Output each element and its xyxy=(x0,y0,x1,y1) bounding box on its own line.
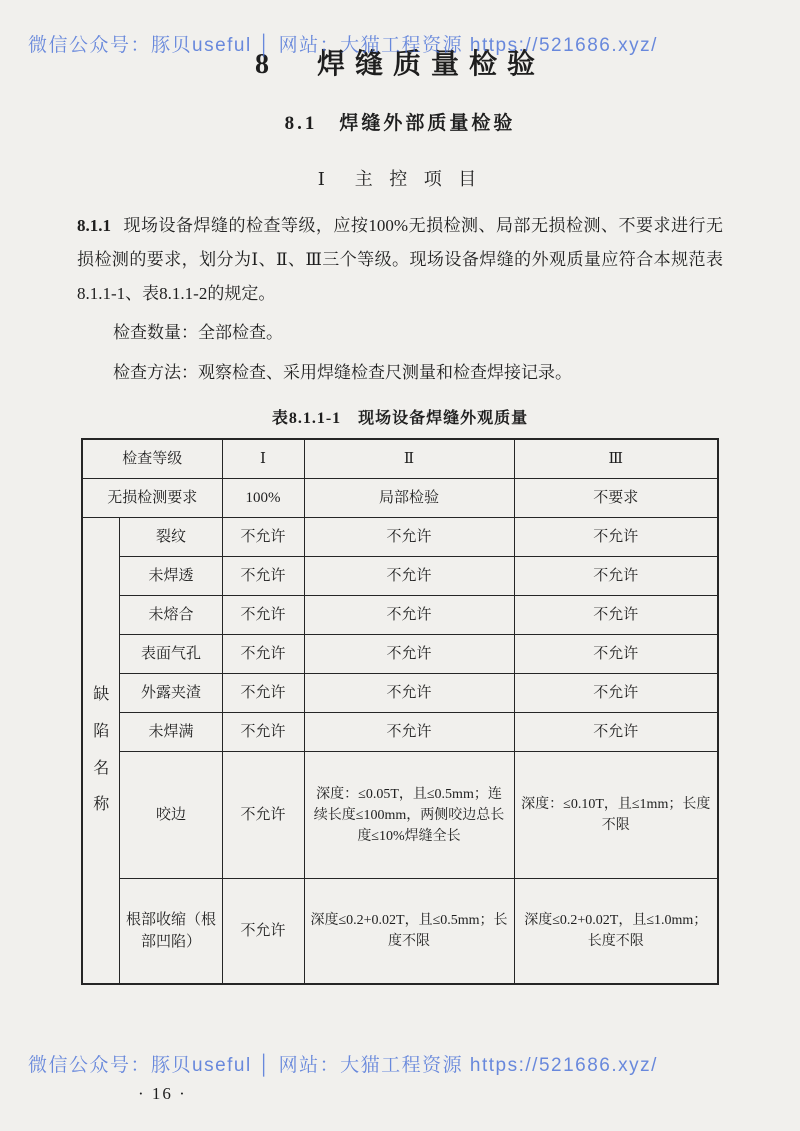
defect-grade-1: 不允许 xyxy=(222,713,304,752)
defect-grade-2: 不允许 xyxy=(304,596,514,635)
table-row-root-concavity xyxy=(82,879,718,985)
defect-grade-1: 不允许 xyxy=(222,557,304,596)
defect-grade-1: 不允许 xyxy=(222,879,304,985)
defect-grade-3: 不允许 xyxy=(514,596,718,635)
table-row-underfill xyxy=(82,713,718,752)
defect-grade-2: 不允许 xyxy=(304,518,514,557)
defect-name: 裂纹 xyxy=(120,518,222,557)
ndt-grade-3: 不要求 xyxy=(514,479,718,518)
defect-grade-1: 不允许 xyxy=(222,752,304,879)
defect-grade-3: 不允许 xyxy=(514,635,718,674)
clause-number: 8.1.1 xyxy=(77,216,111,235)
defect-name: 根部收缩（根部凹陷） xyxy=(120,879,222,985)
header-grade-3: Ⅲ xyxy=(514,439,718,479)
table-caption: 表8.1.1-1 现场设备焊缝外观质量 xyxy=(271,410,529,427)
inspection-quantity-line: 检查数量：全部检查。 xyxy=(113,323,283,342)
header-grade-2: Ⅱ xyxy=(304,439,514,479)
defect-grade-3: 不允许 xyxy=(514,518,718,557)
table-row-crack xyxy=(82,518,718,557)
table-row-surface-porosity xyxy=(82,635,718,674)
header-check-grade: 检查等级 xyxy=(82,439,222,479)
table-row-undercut xyxy=(82,752,718,879)
subsection-title: Ⅰ 主 控 项 目 xyxy=(317,169,483,189)
watermark-top: 微信公众号：豚贝useful │ 网站：大猫工程资源 https://521686.xyz/ xyxy=(28,35,658,56)
defect-grade-3: 不允许 xyxy=(514,713,718,752)
defect-name: 外露夹渣 xyxy=(120,674,222,713)
weld-appearance-quality-table xyxy=(81,438,719,985)
defect-grade-2: 不允许 xyxy=(304,713,514,752)
watermark-bottom: 微信公众号：豚贝useful │ 网站：大猫工程资源 https://521686.xyz/ xyxy=(28,1055,658,1076)
defect-grade-1: 不允许 xyxy=(222,674,304,713)
table-row-exposed-slag xyxy=(82,674,718,713)
defect-name: 表面气孔 xyxy=(120,635,222,674)
defect-name: 未焊透 xyxy=(120,557,222,596)
table-header-row xyxy=(82,439,718,479)
defect-grade-2: 不允许 xyxy=(304,674,514,713)
defect-grade-3: 不允许 xyxy=(514,674,718,713)
defect-group-label xyxy=(82,518,120,985)
defect-grade-2: 深度≤0.2+0.02T，且≤0.5mm；长度不限 xyxy=(304,879,514,985)
defect-grade-1: 不允许 xyxy=(222,518,304,557)
ndt-requirement-row xyxy=(82,479,718,518)
inspection-method-line: 检查方法：观察检查、采用焊缝检查尺测量和检查焊接记录。 xyxy=(113,363,572,382)
defect-grade-3: 深度≤0.2+0.02T，且≤1.0mm；长度不限 xyxy=(514,879,718,985)
defect-name: 未熔合 xyxy=(120,596,222,635)
clause-text: 现场设备焊缝的检查等级，应按100%无损检测、局部无损检测、不要求进行无损检测的要求，划分为Ⅰ、Ⅱ、Ⅲ三个等级。现场设备焊缝的外观质量应符合本规范表8.1.1-1、表8.1.1-2的规定。 xyxy=(77,216,723,303)
section-title: 8.1 焊缝外部质量检验 xyxy=(284,113,516,134)
header-grade-1: Ⅰ xyxy=(222,439,304,479)
defect-grade-2: 深度：≤0.05T，且≤0.5mm；连续长度≤100mm，两侧咬边总长度≤10%焊缝全长 xyxy=(304,752,514,879)
defect-grade-2: 不允许 xyxy=(304,635,514,674)
defect-grade-1: 不允许 xyxy=(222,635,304,674)
defect-grade-3: 不允许 xyxy=(514,557,718,596)
defect-grade-1: 不允许 xyxy=(222,596,304,635)
page-number: · 16 · xyxy=(138,1084,187,1103)
ndt-grade-2: 局部检验 xyxy=(304,479,514,518)
table-row-incomplete-penetration xyxy=(82,557,718,596)
defect-group-label-text: 缺陷名称 xyxy=(93,685,110,814)
defect-grade-2: 不允许 xyxy=(304,557,514,596)
clause-8-1-1 xyxy=(77,209,723,311)
defect-name: 未焊满 xyxy=(120,713,222,752)
chapter-title: 8 焊缝质量检验 xyxy=(254,49,545,80)
ndt-label: 无损检测要求 xyxy=(82,479,222,518)
ndt-grade-1: 100% xyxy=(222,479,304,518)
defect-name: 咬边 xyxy=(120,752,222,879)
table-row-lack-of-fusion xyxy=(82,596,718,635)
page-content xyxy=(77,42,723,985)
defect-grade-3: 深度：≤0.10T，且≤1mm；长度不限 xyxy=(514,752,718,879)
